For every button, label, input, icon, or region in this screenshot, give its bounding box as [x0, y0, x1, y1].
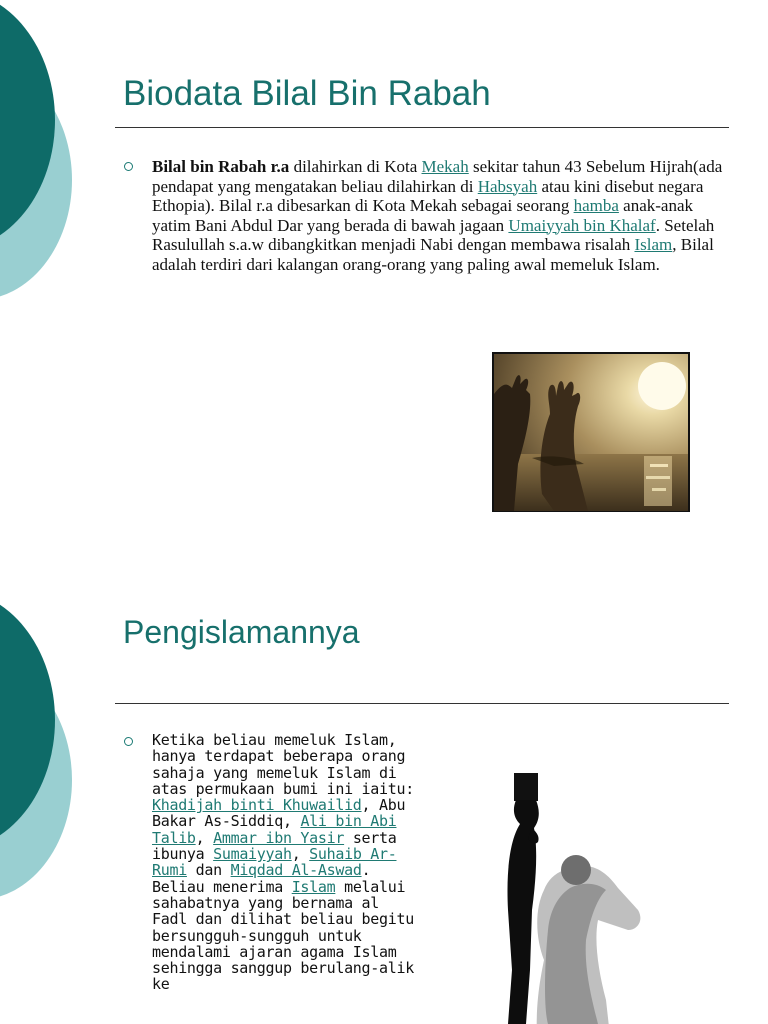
- bullet-circle-icon: [124, 162, 133, 171]
- text-segment: Ketika beliau memeluk Islam, hanya terdapat beberapa orang sahaja yang memeluk Islam di atas permukaan bumi ini iaitu:: [152, 731, 414, 798]
- link-umaiyyah-bin-khalaf[interactable]: Umaiyyah bin Khalaf: [508, 215, 656, 235]
- slide-1-title: Biodata Bilal Bin Rabah: [123, 74, 491, 113]
- praying-hands-photo: [492, 352, 690, 512]
- slide-2-title: Pengislamannya: [123, 614, 360, 650]
- link-islam[interactable]: Islam: [634, 235, 673, 254]
- slide-1-paragraph: [152, 157, 732, 274]
- link-mekah[interactable]: Mekah: [421, 157, 469, 176]
- link-miqdad-al-aswad[interactable]: Miqdad Al-Aswad: [230, 861, 362, 880]
- link-suhaib-ar-rumi[interactable]: Suhaib Ar-Rumi: [152, 845, 397, 880]
- link-khadijah-binti-khuwailid[interactable]: Khadijah binti Khuwailid: [152, 796, 362, 815]
- link-ammar-ibn-yasir[interactable]: Ammar ibn Yasir: [213, 828, 345, 847]
- text-segment: , Abu Bakar As-Siddiq,: [152, 796, 406, 831]
- slide-2: [0, 570, 768, 1024]
- text-segment: . Beliau menerima: [152, 861, 371, 896]
- slide-2-paragraph: [152, 732, 417, 993]
- link-hamba[interactable]: hamba: [573, 196, 619, 215]
- text-segment: , Bilal adalah terdiri dari kalangan orang-orang yang paling awal memeluk Islam.: [152, 235, 714, 274]
- text-segment: ,: [291, 845, 310, 864]
- bullet-circle-icon: [124, 737, 133, 746]
- title-divider: [115, 127, 729, 128]
- link-ali-bin-abi-talib[interactable]: Ali bin Abi Talib: [152, 812, 397, 847]
- link-habsyah[interactable]: Habsyah: [477, 176, 538, 196]
- title-divider: [115, 703, 729, 704]
- text-segment: anak-anak yatim Bani Abdul Dar yang berada di bawah jagaan: [152, 196, 693, 235]
- link-sumaiyyah[interactable]: Sumaiyyah: [213, 845, 292, 864]
- text-segment: . Setelah Rasulullah s.a.w dibangkitkan menjadi Nabi dengan membawa risalah: [152, 215, 715, 254]
- text-segment: ,: [195, 828, 214, 847]
- text-segment: dan: [186, 861, 231, 880]
- link-islam[interactable]: Islam: [291, 877, 336, 896]
- text-segment: serta ibunya: [152, 828, 397, 864]
- bold-name: Bilal bin Rabah r.a: [152, 157, 290, 176]
- text-segment: dilahirkan di Kota: [289, 157, 422, 176]
- praying-silhouette-image: [478, 770, 678, 1024]
- text-segment: atau kini disebut negara Ethopia). Bilal r.a dibesarkan di Kota Mekah sebagai seorang: [152, 176, 704, 215]
- text-segment: sekitar tahun 43 Sebelum Hijrah(ada pendapat yang mengatakan beliau dilahirkan di: [152, 157, 723, 196]
- text-segment: melalui sahabatnya yang bernama al Fadl dan dilihat beliau begitu bersungguh-sungguh untuk mendalami ajaran agama Islam sehingga sanggup berulang-alik ke: [152, 877, 414, 994]
